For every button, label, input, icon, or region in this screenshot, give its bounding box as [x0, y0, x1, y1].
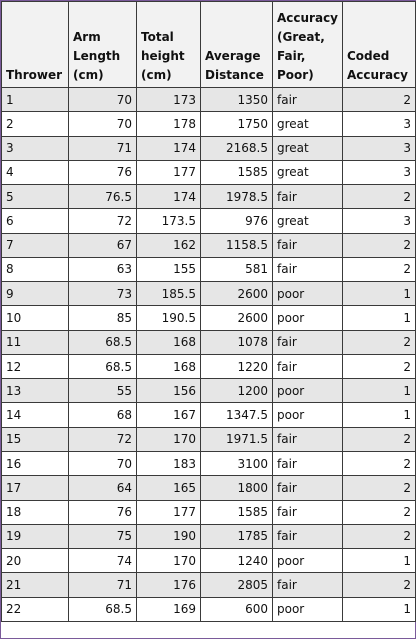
cell-arm-length: 63 — [69, 257, 137, 281]
cell-arm-length: 70 — [69, 451, 137, 475]
cell-total-height: 177 — [137, 160, 201, 184]
cell-arm-length: 64 — [69, 476, 137, 500]
cell-total-height: 185.5 — [137, 282, 201, 306]
header-thrower: Thrower — [2, 2, 69, 88]
cell-average-distance: 1200 — [201, 379, 273, 403]
table-row — [2, 524, 416, 548]
cell-average-distance: 1585 — [201, 500, 273, 524]
cell-accuracy: fair — [273, 500, 343, 524]
cell-coded-accuracy: 1 — [343, 282, 416, 306]
cell-average-distance: 2805 — [201, 573, 273, 597]
cell-coded-accuracy: 2 — [343, 573, 416, 597]
header-arm-length: Arm Length (cm) — [69, 2, 137, 88]
cell-accuracy: poor — [273, 282, 343, 306]
cell-total-height: 170 — [137, 427, 201, 451]
cell-arm-length: 74 — [69, 549, 137, 573]
cell-accuracy: great — [273, 209, 343, 233]
cell-thrower: 11 — [2, 330, 69, 354]
cell-total-height: 190.5 — [137, 306, 201, 330]
cell-arm-length: 71 — [69, 573, 137, 597]
cell-average-distance: 1585 — [201, 160, 273, 184]
table-row — [2, 500, 416, 524]
cell-average-distance: 2600 — [201, 306, 273, 330]
cell-total-height: 162 — [137, 233, 201, 257]
cell-arm-length: 68.5 — [69, 354, 137, 378]
table-row — [2, 451, 416, 475]
cell-average-distance: 1347.5 — [201, 403, 273, 427]
cell-thrower: 14 — [2, 403, 69, 427]
header-coded-accuracy: Coded Accuracy — [343, 2, 416, 88]
thrower-data-table — [1, 1, 416, 622]
cell-accuracy: great — [273, 112, 343, 136]
cell-accuracy: fair — [273, 524, 343, 548]
cell-accuracy: fair — [273, 476, 343, 500]
cell-average-distance: 1800 — [201, 476, 273, 500]
cell-average-distance: 1240 — [201, 549, 273, 573]
header-average-distance: Average Distance — [201, 2, 273, 88]
cell-total-height: 190 — [137, 524, 201, 548]
table-row — [2, 112, 416, 136]
cell-arm-length: 76 — [69, 160, 137, 184]
table-row — [2, 209, 416, 233]
cell-arm-length: 55 — [69, 379, 137, 403]
cell-thrower: 16 — [2, 451, 69, 475]
cell-total-height: 165 — [137, 476, 201, 500]
cell-arm-length: 76.5 — [69, 185, 137, 209]
cell-average-distance: 581 — [201, 257, 273, 281]
cell-thrower: 1 — [2, 88, 69, 112]
cell-accuracy: poor — [273, 306, 343, 330]
cell-thrower: 18 — [2, 500, 69, 524]
table-row — [2, 282, 416, 306]
cell-thrower: 5 — [2, 185, 69, 209]
table-row — [2, 160, 416, 184]
cell-thrower: 10 — [2, 306, 69, 330]
cell-arm-length: 76 — [69, 500, 137, 524]
cell-average-distance: 1350 — [201, 88, 273, 112]
cell-coded-accuracy: 2 — [343, 476, 416, 500]
cell-arm-length: 68 — [69, 403, 137, 427]
cell-accuracy: poor — [273, 597, 343, 621]
cell-thrower: 20 — [2, 549, 69, 573]
table-row — [2, 379, 416, 403]
table-row — [2, 427, 416, 451]
cell-coded-accuracy: 2 — [343, 500, 416, 524]
cell-total-height: 174 — [137, 136, 201, 160]
cell-average-distance: 1971.5 — [201, 427, 273, 451]
cell-total-height: 173 — [137, 88, 201, 112]
cell-thrower: 13 — [2, 379, 69, 403]
cell-coded-accuracy: 3 — [343, 160, 416, 184]
cell-average-distance: 1078 — [201, 330, 273, 354]
cell-average-distance: 600 — [201, 597, 273, 621]
cell-total-height: 168 — [137, 330, 201, 354]
cell-coded-accuracy: 3 — [343, 209, 416, 233]
cell-arm-length: 70 — [69, 112, 137, 136]
cell-coded-accuracy: 2 — [343, 451, 416, 475]
cell-total-height: 178 — [137, 112, 201, 136]
cell-coded-accuracy: 1 — [343, 549, 416, 573]
cell-total-height: 173.5 — [137, 209, 201, 233]
cell-thrower: 6 — [2, 209, 69, 233]
cell-thrower: 3 — [2, 136, 69, 160]
cell-average-distance: 976 — [201, 209, 273, 233]
cell-total-height: 177 — [137, 500, 201, 524]
cell-arm-length: 72 — [69, 209, 137, 233]
table-row — [2, 476, 416, 500]
cell-average-distance: 3100 — [201, 451, 273, 475]
cell-average-distance: 1220 — [201, 354, 273, 378]
cell-accuracy: fair — [273, 185, 343, 209]
cell-arm-length: 68.5 — [69, 597, 137, 621]
header-accuracy: Accuracy (Great, Fair, Poor) — [273, 2, 343, 88]
cell-thrower: 12 — [2, 354, 69, 378]
table-row — [2, 185, 416, 209]
cell-arm-length: 72 — [69, 427, 137, 451]
table-row — [2, 597, 416, 621]
cell-accuracy: fair — [273, 451, 343, 475]
cell-coded-accuracy: 3 — [343, 112, 416, 136]
table-row — [2, 354, 416, 378]
cell-thrower: 2 — [2, 112, 69, 136]
cell-thrower: 22 — [2, 597, 69, 621]
cell-thrower: 7 — [2, 233, 69, 257]
cell-accuracy: poor — [273, 379, 343, 403]
cell-accuracy: poor — [273, 549, 343, 573]
cell-arm-length: 70 — [69, 88, 137, 112]
cell-total-height: 174 — [137, 185, 201, 209]
table-body — [2, 88, 416, 622]
cell-arm-length: 75 — [69, 524, 137, 548]
cell-coded-accuracy: 1 — [343, 379, 416, 403]
cell-total-height: 176 — [137, 573, 201, 597]
table-row — [2, 257, 416, 281]
table-row — [2, 233, 416, 257]
cell-thrower: 8 — [2, 257, 69, 281]
cell-average-distance: 1750 — [201, 112, 273, 136]
cell-coded-accuracy: 2 — [343, 233, 416, 257]
cell-coded-accuracy: 2 — [343, 524, 416, 548]
cell-thrower: 19 — [2, 524, 69, 548]
cell-accuracy: great — [273, 160, 343, 184]
cell-coded-accuracy: 1 — [343, 597, 416, 621]
cell-accuracy: fair — [273, 257, 343, 281]
cell-thrower: 4 — [2, 160, 69, 184]
cell-coded-accuracy: 2 — [343, 354, 416, 378]
cell-total-height: 169 — [137, 597, 201, 621]
cell-average-distance: 2600 — [201, 282, 273, 306]
cell-coded-accuracy: 3 — [343, 136, 416, 160]
cell-arm-length: 71 — [69, 136, 137, 160]
cell-thrower: 15 — [2, 427, 69, 451]
cell-average-distance: 1158.5 — [201, 233, 273, 257]
cell-average-distance: 2168.5 — [201, 136, 273, 160]
cell-accuracy: fair — [273, 233, 343, 257]
table-row — [2, 306, 416, 330]
cell-average-distance: 1785 — [201, 524, 273, 548]
cell-total-height: 156 — [137, 379, 201, 403]
cell-arm-length: 67 — [69, 233, 137, 257]
cell-coded-accuracy: 2 — [343, 257, 416, 281]
cell-arm-length: 68.5 — [69, 330, 137, 354]
cell-accuracy: fair — [273, 88, 343, 112]
cell-average-distance: 1978.5 — [201, 185, 273, 209]
cell-coded-accuracy: 2 — [343, 427, 416, 451]
table-row — [2, 330, 416, 354]
table-row — [2, 136, 416, 160]
cell-accuracy: fair — [273, 573, 343, 597]
cell-thrower: 9 — [2, 282, 69, 306]
header-row — [2, 2, 416, 88]
header-total-height: Total height (cm) — [137, 2, 201, 88]
cell-thrower: 21 — [2, 573, 69, 597]
cell-accuracy: fair — [273, 427, 343, 451]
cell-accuracy: fair — [273, 330, 343, 354]
cell-coded-accuracy: 1 — [343, 306, 416, 330]
cell-coded-accuracy: 1 — [343, 403, 416, 427]
table-row — [2, 88, 416, 112]
cell-total-height: 155 — [137, 257, 201, 281]
cell-total-height: 183 — [137, 451, 201, 475]
cell-accuracy: poor — [273, 403, 343, 427]
cell-coded-accuracy: 2 — [343, 330, 416, 354]
cell-accuracy: great — [273, 136, 343, 160]
cell-thrower: 17 — [2, 476, 69, 500]
cell-arm-length: 85 — [69, 306, 137, 330]
cell-coded-accuracy: 2 — [343, 88, 416, 112]
cell-total-height: 168 — [137, 354, 201, 378]
cell-coded-accuracy: 2 — [343, 185, 416, 209]
cell-total-height: 170 — [137, 549, 201, 573]
table-row — [2, 549, 416, 573]
cell-arm-length: 73 — [69, 282, 137, 306]
table-row — [2, 573, 416, 597]
cell-accuracy: fair — [273, 354, 343, 378]
table-row — [2, 403, 416, 427]
cell-total-height: 167 — [137, 403, 201, 427]
